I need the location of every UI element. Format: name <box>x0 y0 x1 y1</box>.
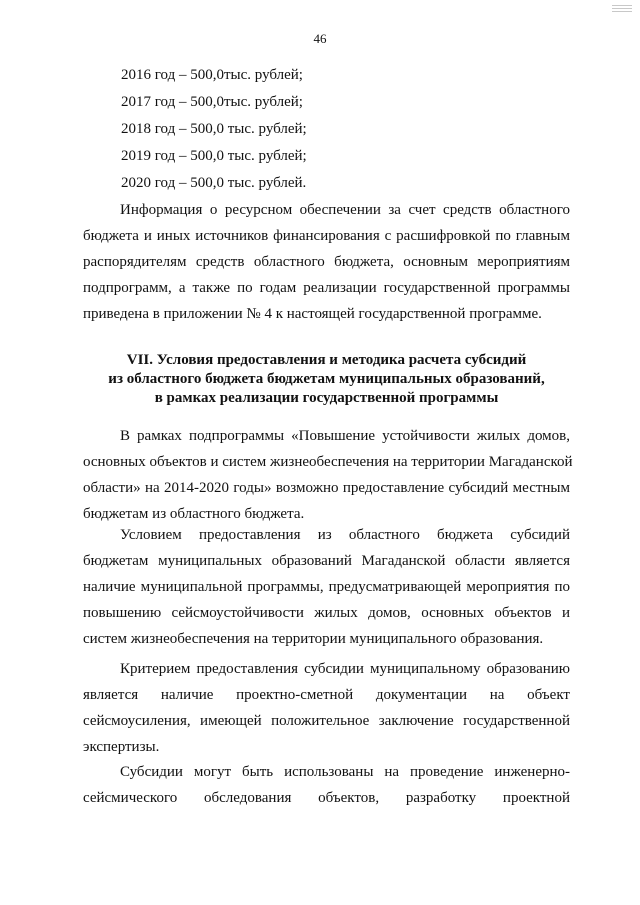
condition-paragraph <box>83 522 570 652</box>
info-paragraph <box>83 197 570 327</box>
paragraph-line: сейсмического обследования объектов, разработку проектной <box>83 790 570 806</box>
paragraph-line: Условием предоставления из областного бюджета субсидий <box>120 527 570 543</box>
info-line: бюджета и иных источников финансирования с расшифровкой по главным <box>83 228 570 244</box>
info-line: приведена в приложении № 4 к настоящей государственной программе. <box>83 306 542 322</box>
paragraph-line: наличие муниципальной программы, предусматривающей мероприятия по <box>83 579 570 595</box>
paragraph-line: бюджетам муниципальных образований Магаданской области является <box>83 553 570 569</box>
budget-line-2017: 2017 год – 500,0тыс. рублей; <box>121 94 303 110</box>
budget-line-2020: 2020 год – 500,0 тыс. рублей. <box>121 175 307 191</box>
heading-line: из областного бюджета бюджетам муниципальных образований, <box>108 371 545 387</box>
budget-line-2019: 2019 год – 500,0 тыс. рублей; <box>121 148 307 164</box>
paragraph-line: В рамках подпрограммы «Повышение устойчивости жилых домов, <box>120 428 570 444</box>
budget-line-2018: 2018 год – 500,0 тыс. рублей; <box>121 121 307 137</box>
info-line: Информация о ресурсном обеспечении за счет средств областного <box>120 202 570 218</box>
paragraph-line: является наличие проектно-сметной документации на объект <box>83 687 570 703</box>
criterion-paragraph <box>83 656 570 760</box>
paragraph-line: Критерием предоставления субсидии муниципальному образованию <box>120 661 570 677</box>
paragraph-line: основных объектов и систем жизнеобеспечения на территории Магаданской <box>83 454 573 470</box>
subprogram-paragraph <box>83 423 573 527</box>
paragraph-line: Субсидии могут быть использованы на проведение инженерно- <box>120 764 570 780</box>
heading-line: VII. Условия предоставления и методика расчета субсидий <box>126 352 527 368</box>
paragraph-line: систем жизнеобеспечения на территории муниципального образования. <box>83 631 544 647</box>
paragraph-line: сейсмоусиления, имеющей положительное заключение государственной <box>83 713 570 729</box>
page-number: 46 <box>313 31 327 46</box>
info-line: подпрограмм, а также по годам реализации государственной программы <box>83 280 570 296</box>
heading-line: в рамках реализации государственной программы <box>154 390 499 406</box>
paragraph-line: повышению сейсмоустойчивости жилых домов, основных объектов и <box>83 605 570 621</box>
usage-paragraph <box>83 759 570 811</box>
paragraph-line: экспертизы. <box>83 739 160 755</box>
info-line: распорядителям средств областного бюджета, основным мероприятиям <box>83 254 570 270</box>
scan-corner-mark <box>612 5 632 15</box>
paragraph-line: бюджетам из областного бюджета. <box>83 506 305 522</box>
section-heading <box>83 351 570 408</box>
paragraph-line: области» на 2014-2020 годы» возможно предоставление субсидий местным <box>83 480 570 496</box>
budget-line-2016: 2016 год – 500,0тыс. рублей; <box>121 67 303 83</box>
